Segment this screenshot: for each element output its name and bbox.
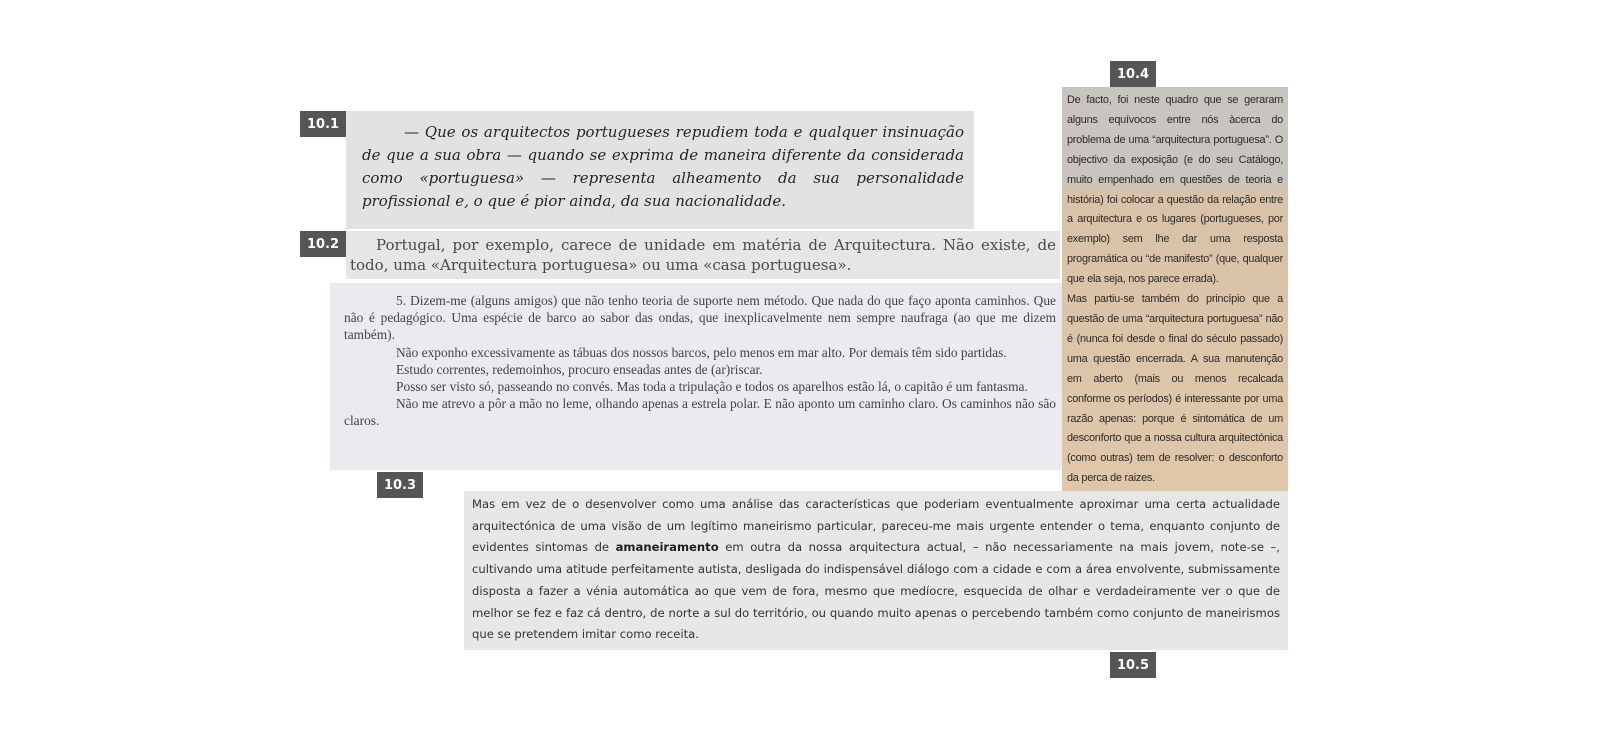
excerpt-10-2-paragraph: Portugal, por exemplo, carece de unidade em matéria de Arquitectura. Não existe, de todo, uma «Arquitectura portuguesa» ou uma «casa portuguesa».: [350, 236, 1056, 274]
label-10-5: 10.5: [1110, 652, 1156, 678]
excerpt-10-2: [346, 231, 1060, 279]
excerpt-10-5-paragraph: [472, 494, 1280, 646]
excerpt-10-3-paragraph-4: Posso ser visto só, passeando no convés. Mas toda a tripulação e todos os aparelhos estão lá, o capitão é um fantasma.: [396, 379, 1028, 395]
excerpt-10-1-paragraph: — Que os arquitectos portugueses repudiem toda e qualquer insinuação de que a sua obra — quando se exprima de maneira diferente da considerada como «portuguesa» — representa alheamento da sua personalidade profissional e, o que é pior ainda, da sua nacionalidade.: [362, 123, 964, 210]
excerpt-10-4: [1062, 87, 1288, 491]
label-10-3: 10.3: [377, 472, 423, 498]
label-10-2: 10.2: [300, 231, 346, 257]
label-10-4: 10.4: [1110, 61, 1156, 87]
excerpt-10-5-text-start: Mas em vez de o desenvolver como uma análise das características que poderiam eventualmente aproximar uma certa actualidade arquitectónica de uma visão de um legítimo maneirismo particular, pareceu-me mais urgente entender o tema, enquanto conjunto de evidentes sintomas de: [472, 497, 1280, 555]
excerpt-10-5-bold-term: amaneiramento: [615, 540, 719, 555]
excerpt-10-3-paragraph-5: Não me atrevo a pôr a mão no leme, olhando apenas a estrela polar. E não aponto um caminho claro. Os caminhos não são claros.: [344, 396, 1056, 429]
excerpt-10-5-text-end: em outra da nossa arquitectura actual, – não necessariamente na mais jovem, note-se –, cultivando uma atitude perfeitamente autista, desligada do indispensável diálogo com a cidade e com a área envolvente, submissamente disposta a fazer a vénia automática ao que vem de fora, mesmo que medíocre, esquecida de olhar e verdadeiramente ver o que de melhor se fez e faz cá dentro, de norte a sul do território, ou quando muito apenas o percebendo também como conjunto de maneirismos que se pretendem imitar como receita.: [472, 540, 1280, 642]
excerpt-10-5: [464, 491, 1288, 650]
excerpt-10-4-paragraph-2: Mas partiu-se também do princípio que a questão de uma “arquitectura portuguesa” não é (nunca foi desde o final do século passado) uma questão encerrada. A sua manutenção em aberto (mais ou menos recalcada conforme os períodos) é interessante por uma razão apenas: porque é sintomática de um desconforto que a nossa cultura arquitectónica (como outras) tem de resolver: o desconforto da perca de raizes.: [1067, 293, 1283, 485]
label-10-1: 10.1: [300, 111, 346, 137]
excerpt-10-1: [346, 111, 974, 229]
excerpt-10-3-paragraph-3: Estudo correntes, redemoinhos, procuro enseadas antes de (ar)riscar.: [396, 361, 763, 377]
excerpt-10-4-paragraph-1: De facto, foi neste quadro que se geraram alguns equívocos entre nós àcerca do problema de uma “arquitectura portuguesa”. O objectivo da exposição (e do seu Catálogo, muito empenhado em questões de teoria e história) foi colocar a questão da relação entre a arquitectura e os lugares (portugueses, por exemplo) sem lhe dar uma resposta programática ou “de manifesto” (que, qualquer que ela seja, nos parece errada).: [1067, 94, 1283, 286]
excerpt-10-3-paragraph-1: 5. Dizem-me (alguns amigos) que não tenho teoria de suporte nem método. Que nada do que faço aponta caminhos. Que não é pedagógico. Uma espécie de barco ao sabor das ondas, que inexplicavelmente nem sempre naufraga (ao que me dizem também).: [344, 293, 1056, 343]
excerpt-10-3: [330, 283, 1064, 470]
excerpt-10-3-paragraph-2: Não exponho excessivamente as tábuas dos nossos barcos, pelo menos em mar alto. Por demais têm sido partidas.: [396, 344, 1007, 360]
